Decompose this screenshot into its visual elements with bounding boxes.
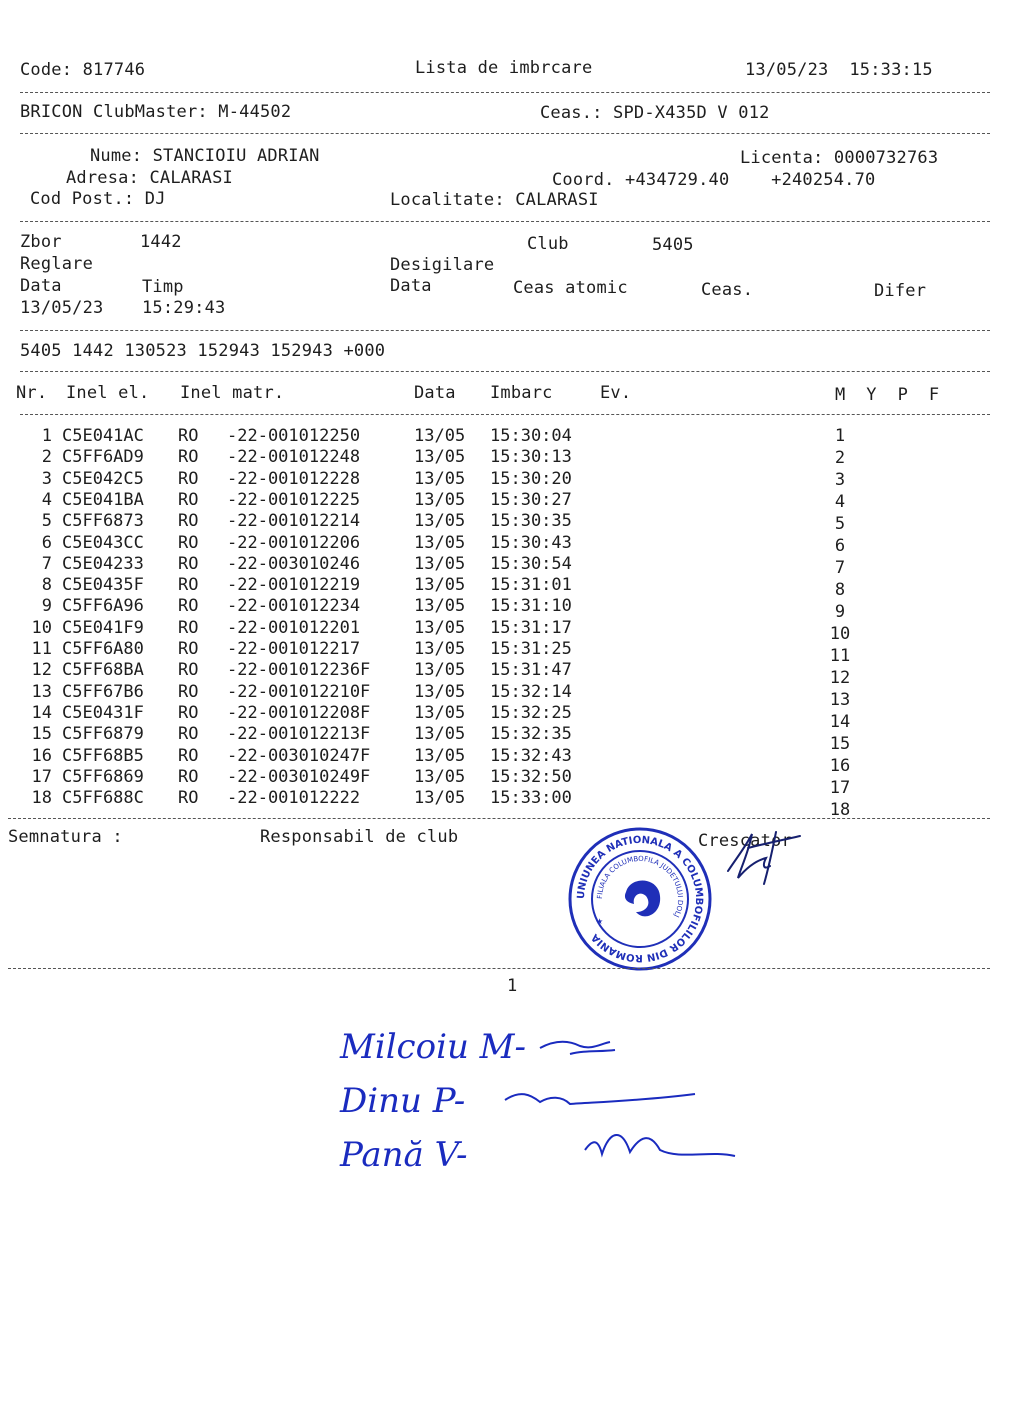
print-datetime: 13/05/23 15:33:15 xyxy=(745,60,933,80)
table-row xyxy=(30,596,870,622)
electronic-ring: C5E042C5 xyxy=(62,468,144,489)
embarkation-time: 15:33:00 xyxy=(490,788,572,809)
m-column-value: 12 xyxy=(829,667,851,688)
club-responsible-label: Responsabil de club xyxy=(260,827,459,847)
table-row xyxy=(30,469,870,490)
electronic-ring: C5E0435F xyxy=(62,575,144,596)
owner-name: Nume: STANCIOIU ADRIAN xyxy=(90,146,320,166)
embarkation-time: 15:32:35 xyxy=(490,724,572,745)
flight-code-line: 5405 1442 130523 152943 152943 +000 xyxy=(20,341,386,361)
embarkation-time: 15:31:10 xyxy=(490,596,572,617)
table-row xyxy=(30,511,870,532)
row-number: 1 xyxy=(41,426,52,446)
col-ev: Ev. xyxy=(600,383,632,403)
embarkation-time: 15:30:54 xyxy=(490,553,572,574)
clock-id: Ceas.: SPD-X435D V 012 xyxy=(540,103,770,123)
registration-ring: -22-001012208F xyxy=(227,702,371,723)
setting-date: 13/05/23 xyxy=(20,298,104,318)
table-row xyxy=(30,447,870,468)
m-column-value: 4 xyxy=(834,491,846,512)
separator xyxy=(20,414,990,415)
electronic-ring: C5E04233 xyxy=(62,553,144,574)
handwritten-line-2: Dinu P- xyxy=(340,1081,466,1121)
data-label: Data xyxy=(20,276,62,296)
electronic-ring: C5FF6873 xyxy=(62,511,144,532)
row-number: 15 xyxy=(31,724,52,745)
table-row xyxy=(30,553,870,578)
row-number: 5 xyxy=(41,511,52,532)
embarkation-time: 15:32:50 xyxy=(490,766,572,787)
country-code: RO xyxy=(178,617,199,638)
arrival-date: 13/05 xyxy=(414,575,466,596)
club-stamp xyxy=(560,826,720,972)
arrival-date: 13/05 xyxy=(414,447,466,468)
locality: Localitate: CALARASI xyxy=(390,190,599,210)
registration-ring: -22-001012201 xyxy=(227,617,361,638)
arrival-date: 13/05 xyxy=(414,511,466,532)
separator xyxy=(20,371,990,372)
electronic-ring: C5E041BA xyxy=(62,489,144,510)
row-number: 16 xyxy=(31,745,52,766)
arrival-date: 13/05 xyxy=(414,489,466,510)
country-code: RO xyxy=(178,575,199,596)
registration-ring: -22-003010249F xyxy=(227,766,371,787)
registration-ring: -22-001012225 xyxy=(227,489,361,510)
arrival-date: 13/05 xyxy=(414,702,466,723)
electronic-ring: C5FF688C xyxy=(62,788,144,809)
m-column-value: 2 xyxy=(834,447,846,468)
registration-ring: -22-001012213F xyxy=(227,724,371,745)
club-label: Club xyxy=(527,234,569,254)
arrival-date: 13/05 xyxy=(414,468,466,489)
owner-address: Adresa: CALARASI xyxy=(66,168,233,188)
m-column-value: 16 xyxy=(829,756,851,776)
registration-ring: -22-001012210F xyxy=(227,681,371,702)
country-code: RO xyxy=(178,553,199,574)
embarkation-time: 15:32:25 xyxy=(490,702,572,723)
electronic-ring: C5FF6A96 xyxy=(62,596,144,617)
country-code: RO xyxy=(178,596,199,617)
electronic-ring: C5E041F9 xyxy=(62,617,144,638)
col-myps: M Y P F xyxy=(835,385,940,405)
arrival-date: 13/05 xyxy=(414,532,466,553)
arrival-date: 13/05 xyxy=(414,596,466,617)
flight-label: Zbor xyxy=(20,232,62,252)
country-code: RO xyxy=(178,724,199,745)
table-row xyxy=(30,533,870,554)
row-number: 10 xyxy=(31,617,52,638)
embarkation-time: 15:30:35 xyxy=(490,511,572,532)
m-column-value: 11 xyxy=(829,646,851,666)
row-number: 18 xyxy=(31,788,52,809)
table-row xyxy=(30,702,870,732)
embarkation-time: 15:30:27 xyxy=(490,489,572,510)
row-number: 3 xyxy=(41,468,52,489)
coordinates: Coord. +434729.40 +240254.70 xyxy=(552,170,876,190)
separator xyxy=(8,968,990,969)
breeder-signature xyxy=(718,826,808,886)
table-row xyxy=(30,639,870,666)
m-column-value: 17 xyxy=(829,777,851,798)
registration-ring: -22-001012250 xyxy=(227,426,361,446)
electronic-ring: C5E041AC xyxy=(62,426,144,446)
country-code: RO xyxy=(178,660,199,681)
arrival-date: 13/05 xyxy=(414,788,466,809)
table-row xyxy=(30,724,870,754)
handwritten-line-1: Milcoiu M- xyxy=(340,1027,526,1067)
embarkation-time: 15:31:17 xyxy=(490,617,572,638)
country-code: RO xyxy=(178,532,199,553)
embarkation-time: 15:30:43 xyxy=(490,532,572,553)
setting-time: 15:29:43 xyxy=(142,298,226,318)
m-column-value: 3 xyxy=(834,469,846,490)
arrival-date: 13/05 xyxy=(414,745,466,766)
reglare-label: Reglare xyxy=(20,254,94,274)
clock-label: Ceas. xyxy=(701,280,754,300)
registration-ring: -22-001012219 xyxy=(227,575,361,596)
registration-ring: -22-001012222 xyxy=(227,788,361,809)
country-code: RO xyxy=(178,766,199,787)
embarkation-time: 15:30:04 xyxy=(490,426,572,446)
document-title: Lista de imbrcare xyxy=(415,58,593,78)
row-number: 14 xyxy=(31,702,52,723)
table-row xyxy=(30,681,870,710)
separator xyxy=(20,92,990,93)
m-column-value: 1 xyxy=(834,426,846,446)
arrival-date: 13/05 xyxy=(414,426,466,446)
m-column-value: 9 xyxy=(834,601,846,622)
arrival-date: 13/05 xyxy=(414,617,466,638)
row-number: 9 xyxy=(41,596,52,617)
clubmaster-id: BRICON ClubMaster: M-44502 xyxy=(20,102,292,122)
table-row xyxy=(30,745,870,776)
postal-code: Cod Post.: DJ xyxy=(30,189,166,209)
separator xyxy=(20,330,990,331)
page-number: 1 xyxy=(507,976,518,996)
club-number: 5405 xyxy=(652,235,694,255)
row-number: 8 xyxy=(41,575,52,596)
row-number: 6 xyxy=(41,532,52,553)
desigilare-label: Desigilare xyxy=(390,255,495,275)
license-number: Licenta: 0000732763 xyxy=(740,148,939,168)
col-imbarc: Imbarc xyxy=(490,383,553,403)
col-inel-el: Inel el. xyxy=(66,383,150,403)
m-column-value: 18 xyxy=(829,799,851,820)
table-row xyxy=(30,660,870,688)
registration-ring: -22-001012234 xyxy=(227,596,361,617)
electronic-ring: C5FF68B5 xyxy=(62,745,144,766)
row-number: 13 xyxy=(31,681,52,702)
registration-ring: -22-001012236F xyxy=(227,660,371,681)
signature-label: Semnatura : xyxy=(8,827,123,847)
m-column-value: 15 xyxy=(829,733,851,754)
separator xyxy=(8,818,990,819)
electronic-ring: C5FF6AD9 xyxy=(62,447,144,468)
atomic-clock-label: Ceas atomic xyxy=(513,278,628,298)
country-code: RO xyxy=(178,702,199,723)
flight-number: 1442 xyxy=(140,232,182,252)
m-column-value: 6 xyxy=(834,536,846,556)
arrival-date: 13/05 xyxy=(414,766,466,787)
handwritten-line-3: Pană V- xyxy=(340,1135,468,1175)
row-number: 2 xyxy=(41,447,52,468)
country-code: RO xyxy=(178,447,199,468)
m-column-value: 8 xyxy=(834,579,846,600)
table-row xyxy=(30,426,870,447)
table-row xyxy=(30,490,870,511)
m-column-value: 14 xyxy=(829,711,851,732)
country-code: RO xyxy=(178,681,199,702)
registration-ring: -22-001012217 xyxy=(227,639,361,659)
arrival-date: 13/05 xyxy=(414,553,466,574)
m-column-value: 7 xyxy=(834,557,846,578)
table-row xyxy=(30,617,870,644)
svg-text:UNIUNEA NATIONALA A COLUMBOFIL xyxy=(576,835,704,963)
country-code: RO xyxy=(178,489,199,510)
registration-ring: -22-001012228 xyxy=(227,468,361,489)
electronic-ring: C5FF6879 xyxy=(62,724,144,745)
stamp-star-icon: ★ xyxy=(596,917,604,926)
breeder-label: Crescator xyxy=(698,831,792,851)
desigilare-data-label: Data xyxy=(390,276,432,296)
electronic-ring: C5FF6A80 xyxy=(62,639,144,659)
col-inel-matr: Inel matr. xyxy=(180,383,285,403)
electronic-ring: C5E043CC xyxy=(62,532,144,553)
separator xyxy=(20,133,990,134)
registration-ring: -22-001012214 xyxy=(227,511,361,532)
registration-ring: -22-003010246 xyxy=(227,553,361,574)
handwritten-names xyxy=(330,1010,780,1190)
embarkation-time: 15:32:14 xyxy=(490,681,572,702)
embarkation-time: 15:32:43 xyxy=(490,745,572,766)
timp-label: Timp xyxy=(142,277,184,297)
stamp-inner-text: FILIALA COLUMBOFILA JUDETULUI DOLJ xyxy=(595,854,685,919)
embarkation-time: 15:31:47 xyxy=(490,660,572,681)
row-number: 12 xyxy=(31,660,52,681)
row-number: 4 xyxy=(41,489,52,510)
embarkation-time: 15:30:20 xyxy=(490,468,572,489)
embarkation-time: 15:31:25 xyxy=(490,639,572,659)
m-column-value: 10 xyxy=(829,623,851,644)
m-column-value: 13 xyxy=(829,689,851,710)
electronic-ring: C5FF67B6 xyxy=(62,681,144,702)
table-row xyxy=(30,788,870,820)
embarkation-time: 15:30:13 xyxy=(490,447,572,468)
arrival-date: 13/05 xyxy=(414,639,466,659)
arrival-date: 13/05 xyxy=(414,724,466,745)
table-row xyxy=(30,575,870,600)
separator xyxy=(20,221,990,222)
row-number: 11 xyxy=(31,639,52,659)
col-data: Data xyxy=(414,383,456,403)
registration-ring: -22-001012248 xyxy=(227,447,361,468)
electronic-ring: C5E0431F xyxy=(62,702,144,723)
country-code: RO xyxy=(178,426,199,446)
embarkation-time: 15:31:01 xyxy=(490,575,572,596)
country-code: RO xyxy=(178,788,199,809)
col-nr: Nr. xyxy=(16,383,48,403)
row-number: 17 xyxy=(31,766,52,787)
electronic-ring: C5FF68BA xyxy=(62,660,144,681)
m-column-value: 5 xyxy=(834,513,846,534)
row-number: 7 xyxy=(41,553,52,574)
arrival-date: 13/05 xyxy=(414,660,466,681)
electronic-ring: C5FF6869 xyxy=(62,766,144,787)
country-code: RO xyxy=(178,511,199,532)
code-label: Code: 817746 xyxy=(20,60,146,80)
country-code: RO xyxy=(178,639,199,659)
country-code: RO xyxy=(178,468,199,489)
pigeon-emblem-icon xyxy=(625,880,660,916)
difference-label: Difer xyxy=(874,281,927,301)
registration-ring: -22-003010247F xyxy=(227,745,371,766)
arrival-date: 13/05 xyxy=(414,681,466,702)
registration-ring: -22-001012206 xyxy=(227,532,361,553)
stamp-outer-text: UNIUNEA NATIONALA A COLUMBOFILILOR DIN ROMANIA xyxy=(575,834,705,964)
country-code: RO xyxy=(178,745,199,766)
